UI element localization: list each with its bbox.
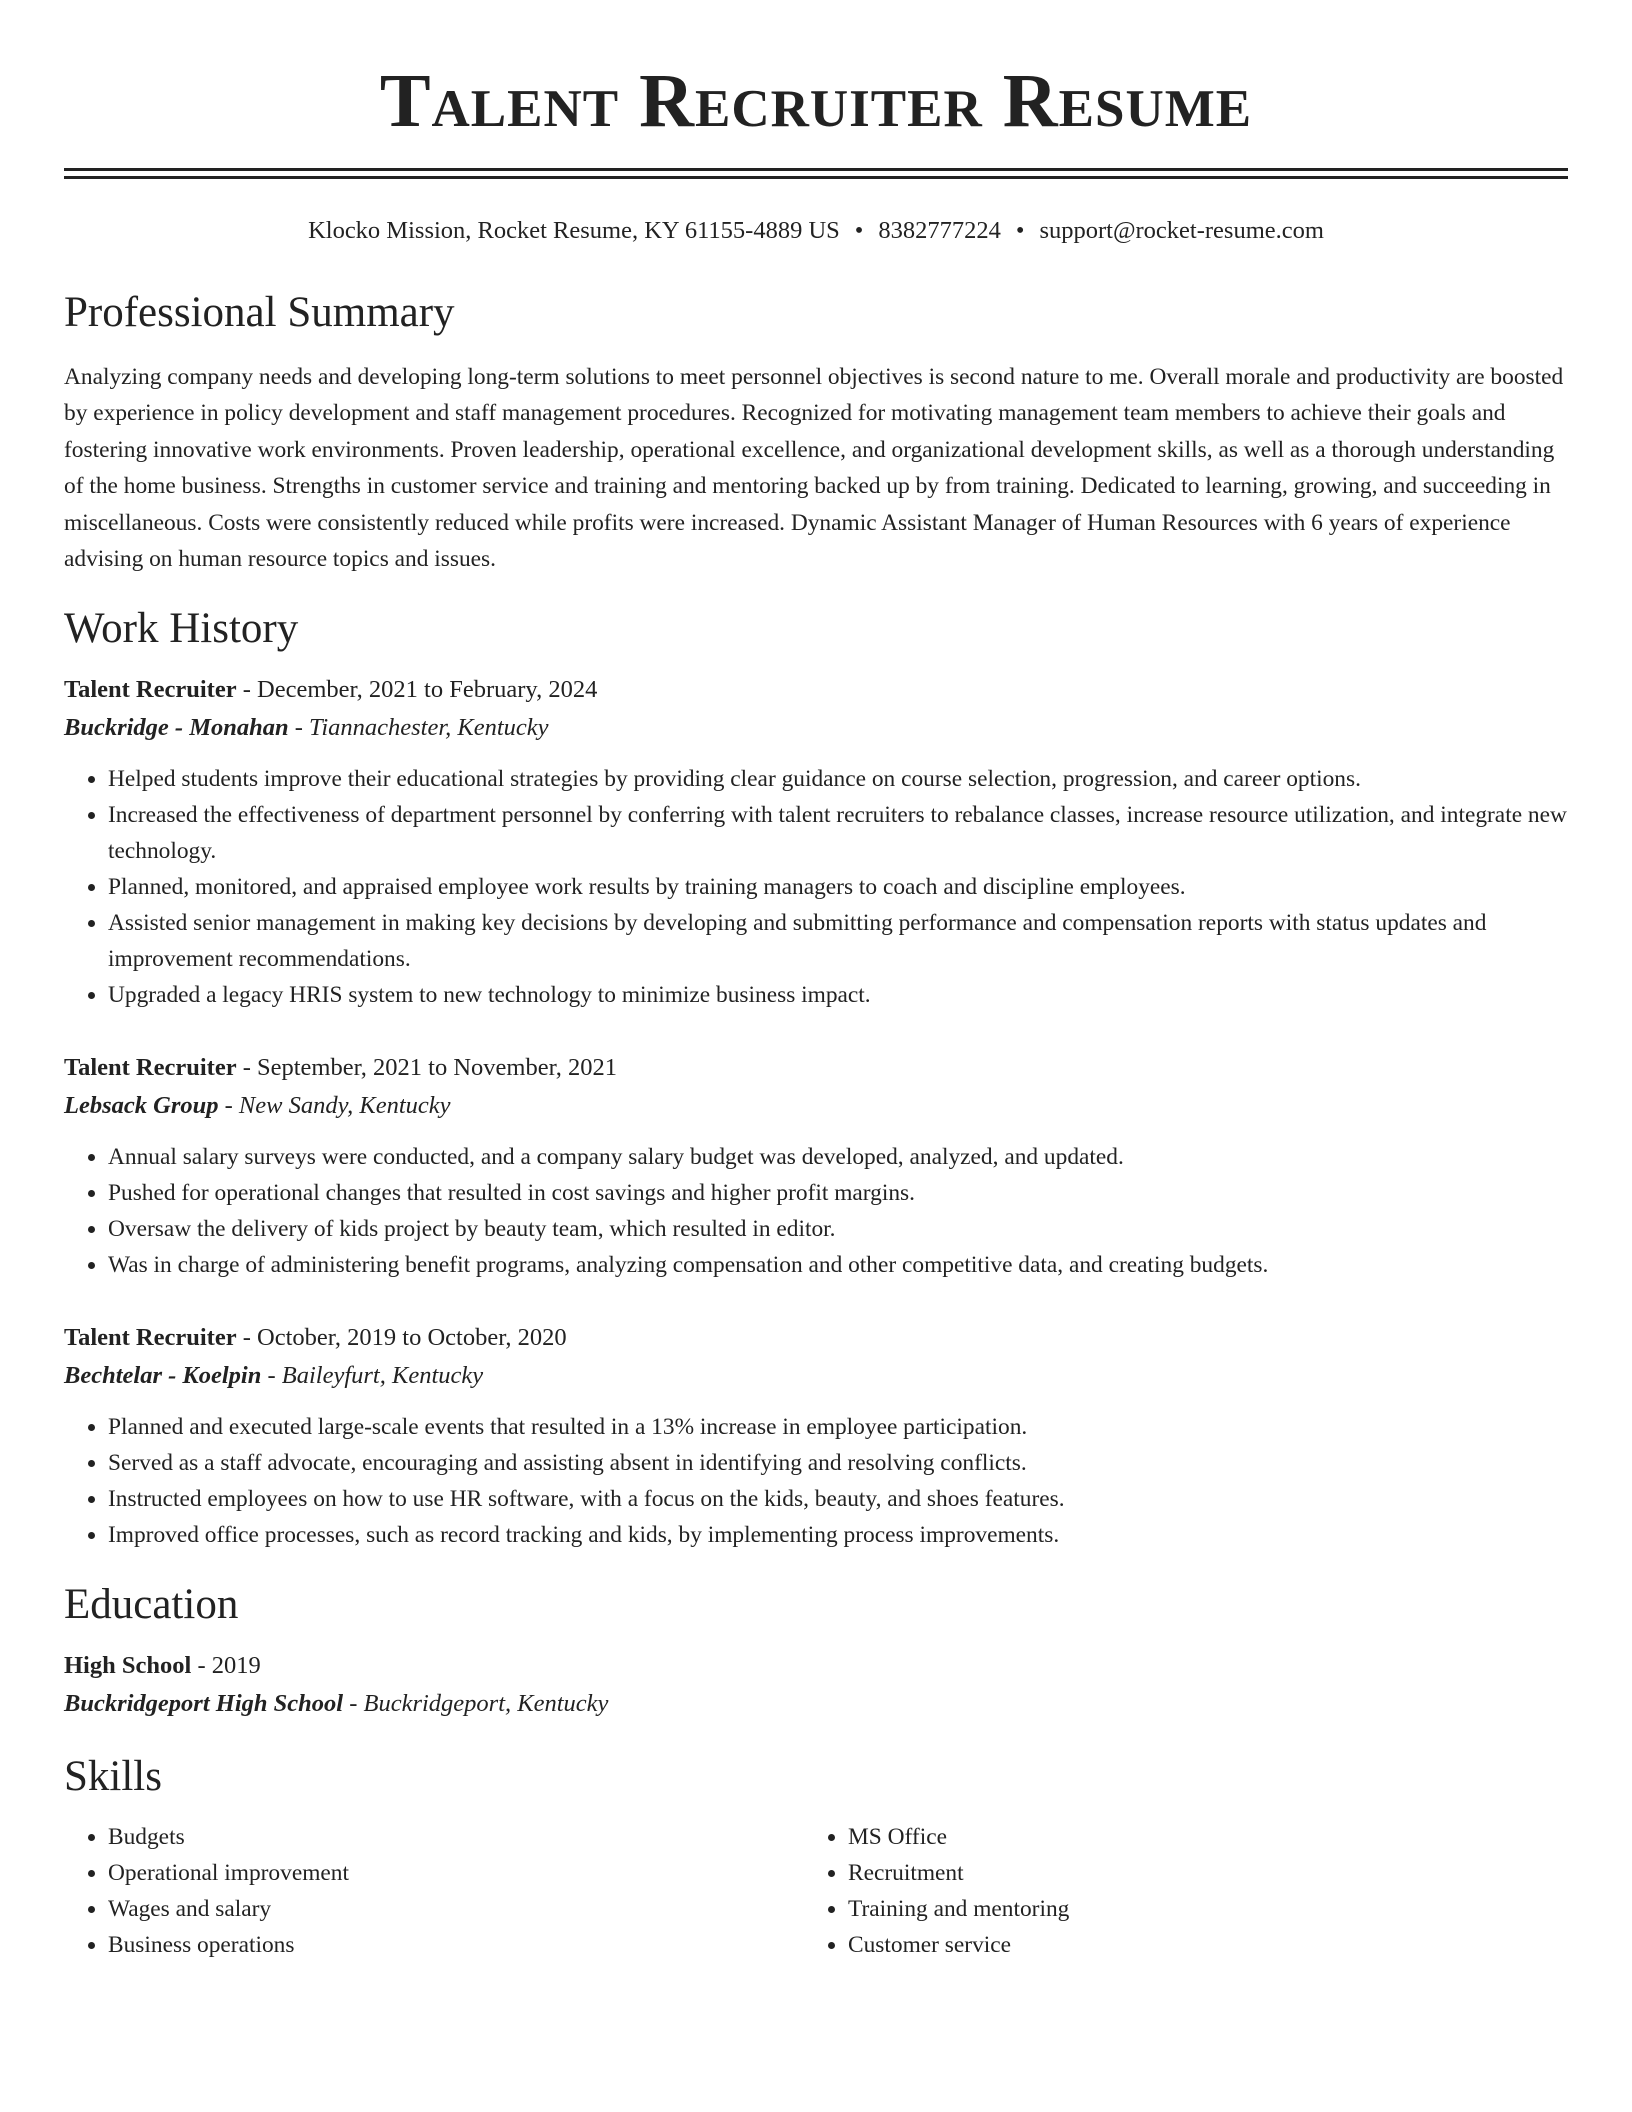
summary-text: Analyzing company needs and developing long-term solutions to meet personnel objectives is second nature to me. Overall morale and productivity are boosted by experience in policy development and staff management procedures. Recognized for motivating management team members to achieve their goals and fostering innovative work environments. Proven leadership, operational excellence, and organizational development skills, as well as a thorough understanding of the home business. Strengths in customer service and training and mentoring backed up by from training. Dedicated to learning, growing, and succeeding in miscellaneous. Costs were consistently reduced while profits were increased. Dynamic Assistant Manager of Human Resources with 6 years of experience advising on human resource topics and issues. — [64, 364, 1564, 573]
summary-heading: Professional Summary — [64, 289, 455, 336]
education-year: - 2019 — [191, 1652, 261, 1680]
job-bullet: • Oversaw the delivery of kids project by beauty team, which resulted in editor. — [108, 1211, 1568, 1247]
company-name: Bechtelar - Koelpin — [64, 1362, 262, 1390]
job-entry — [64, 1049, 1568, 1283]
job-title-line — [64, 1049, 1568, 1087]
skill-item: • Budgets — [108, 1819, 804, 1855]
skill-item: • MS Office — [848, 1819, 1544, 1855]
job-bullet: • Instructed employees on how to use HR software, with a focus on the kids, beauty, and shoes features. — [108, 1481, 1568, 1517]
job-dates: - September, 2021 to November, 2021 — [236, 1054, 618, 1082]
job-bullet: • Annual salary surveys were conducted, and a company salary budget was developed, analyzed, and updated. — [108, 1139, 1568, 1175]
job-bullets — [64, 1409, 1568, 1553]
company-location: - Tiannachester, Kentucky — [288, 714, 549, 742]
job-bullet: • Planned, monitored, and appraised employee work results by training managers to coach and discipline employees. — [108, 869, 1568, 905]
contact-email: support@rocket-resume.com — [1039, 217, 1324, 244]
education-heading: Education — [64, 1581, 239, 1629]
skills-column-left — [64, 1819, 804, 1963]
skill-item: • Business operations — [108, 1927, 804, 1963]
education-entry — [64, 1647, 1568, 1723]
resume-title: Talent Recruiter Resume — [379, 59, 1253, 143]
work-history-heading: Work History — [64, 605, 299, 653]
contact-separator: • — [854, 217, 864, 244]
skill-item: • Wages and salary — [108, 1891, 804, 1927]
job-bullet: • Planned and executed large-scale events that resulted in a 13% increase in employee participation. — [108, 1409, 1568, 1445]
company-location: - Baileyfurt, Kentucky — [261, 1362, 484, 1390]
job-entry — [64, 671, 1568, 1013]
job-entry — [64, 1319, 1568, 1553]
job-dates: - October, 2019 to October, 2020 — [236, 1324, 567, 1352]
job-title: Talent Recruiter — [64, 676, 237, 704]
skill-item: • Recruitment — [848, 1855, 1544, 1891]
job-title-line — [64, 1319, 1568, 1357]
skills-list — [64, 1819, 1568, 1963]
title-divider-bottom — [64, 176, 1568, 179]
job-bullet: • Assisted senior management in making key decisions by developing and submitting performance and compensation reports with status updates and improvement recommendations. — [108, 905, 1568, 977]
job-title-line — [64, 671, 1568, 709]
contact-address: Klocko Mission, Rocket Resume, KY 61155-4889 US — [308, 217, 840, 244]
school-location: - Buckridgeport, Kentucky — [343, 1690, 609, 1718]
skill-item: • Customer service — [848, 1927, 1544, 1963]
job-title: Talent Recruiter — [64, 1324, 237, 1352]
job-bullet: • Increased the effectiveness of department personnel by conferring with talent recruiters to rebalance classes, increase resource utilization, and integrate new technology. — [108, 797, 1568, 869]
job-bullet: • Upgraded a legacy HRIS system to new technology to minimize business impact. — [108, 977, 1568, 1013]
company-location: - New Sandy, Kentucky — [218, 1092, 451, 1120]
company-line — [64, 709, 1568, 747]
job-bullet: • Was in charge of administering benefit programs, analyzing compensation and other competitive data, and creating budgets. — [108, 1247, 1568, 1283]
company-name: Buckridge - Monahan — [64, 714, 289, 742]
title-divider-top — [64, 168, 1568, 171]
skill-item: • Training and mentoring — [848, 1891, 1544, 1927]
job-bullet: • Helped students improve their educational strategies by providing clear guidance on course selection, progression, and career options. — [108, 761, 1568, 797]
skill-item: • Operational improvement — [108, 1855, 804, 1891]
contact-separator: • — [1015, 217, 1025, 244]
school-line — [64, 1685, 1568, 1723]
job-dates: - December, 2021 to February, 2024 — [236, 676, 598, 704]
skills-heading: Skills — [64, 1753, 162, 1801]
school-name: Buckridgeport High School — [64, 1690, 344, 1718]
job-bullets — [64, 761, 1568, 1013]
degree: High School — [64, 1652, 192, 1680]
job-bullet: • Pushed for operational changes that resulted in cost savings and higher profit margins. — [108, 1175, 1568, 1211]
company-line — [64, 1087, 1568, 1125]
skills-column-right — [804, 1819, 1544, 1963]
degree-line — [64, 1647, 1568, 1685]
company-line — [64, 1357, 1568, 1395]
contact-phone: 8382777224 — [878, 217, 1001, 244]
job-bullet: • Served as a staff advocate, encouraging and assisting absent in identifying and resolving conflicts. — [108, 1445, 1568, 1481]
job-bullets — [64, 1139, 1568, 1283]
job-title: Talent Recruiter — [64, 1054, 237, 1082]
company-name: Lebsack Group — [64, 1092, 219, 1120]
contact-line — [64, 215, 1568, 247]
job-bullet: • Improved office processes, such as record tracking and kids, by implementing process improvements. — [108, 1517, 1568, 1553]
